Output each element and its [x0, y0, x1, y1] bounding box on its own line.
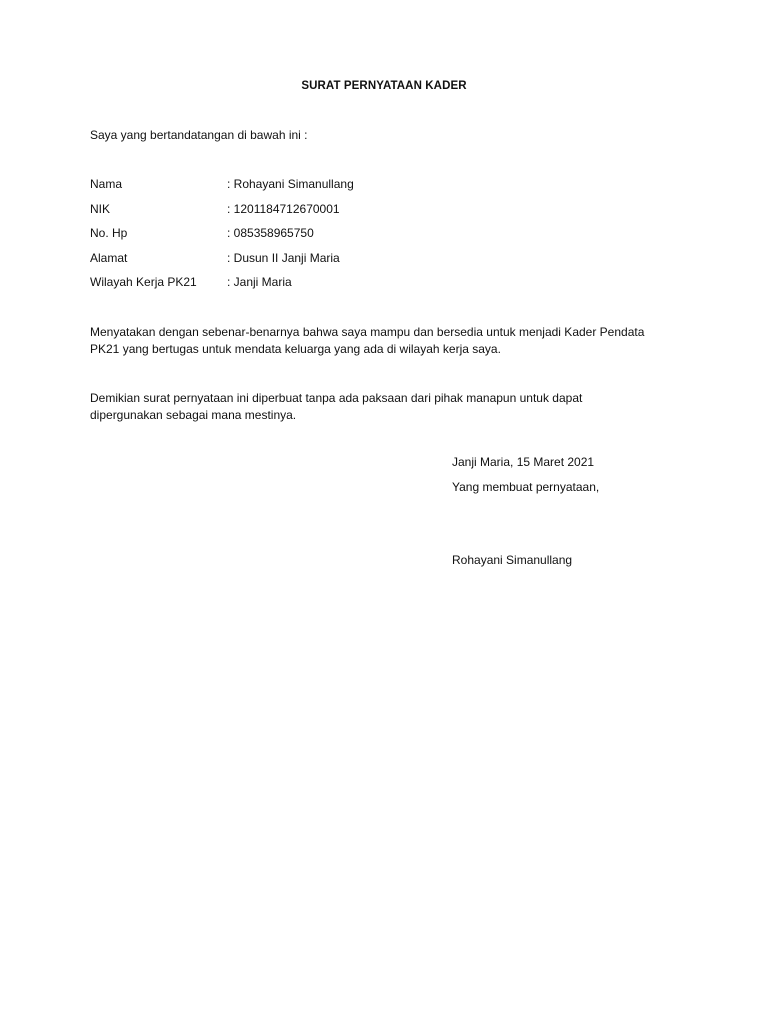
- field-label: NIK: [90, 202, 111, 216]
- field-value: : Janji Maria: [227, 275, 292, 289]
- closing-line-2: dipergunakan sebagai mana mestinya.: [90, 408, 297, 422]
- field-no-hp: [90, 226, 650, 242]
- field-label: No. Hp: [90, 226, 128, 240]
- statement-line-1: Menyatakan dengan sebenar-benarnya bahwa saya mampu dan bersedia untuk menjadi Kader Pendata: [90, 325, 645, 339]
- place-date: Janji Maria, 15 Maret 2021: [452, 455, 595, 469]
- signer-name: Rohayani Simanullang: [452, 553, 573, 567]
- statement-paragraph: [90, 324, 690, 358]
- intro-text: Saya yang bertandatangan di bawah ini :: [90, 128, 308, 142]
- field-value: : Rohayani Simanullang: [227, 177, 354, 191]
- field-alamat: [90, 251, 650, 267]
- field-label: Wilayah Kerja PK21: [90, 275, 197, 289]
- signer-caption: Yang membuat pernyataan,: [452, 480, 600, 494]
- closing-paragraph: [90, 390, 690, 424]
- field-nama: [90, 177, 650, 193]
- closing-line-1: Demikian surat pernyataan ini diperbuat tanpa ada paksaan dari pihak manapun untuk dapat: [90, 391, 583, 405]
- field-label: Nama: [90, 177, 123, 191]
- field-wilayah-kerja: [90, 275, 650, 291]
- field-value: : Dusun II Janji Maria: [227, 251, 340, 265]
- field-label: Alamat: [90, 251, 128, 265]
- statement-line-2: PK21 yang bertugas untuk mendata keluarga yang ada di wilayah kerja saya.: [90, 342, 501, 356]
- field-value: : 1201184712670001: [227, 202, 340, 216]
- document-title: SURAT PERNYATAAN KADER: [301, 80, 467, 92]
- field-value: : 085358965750: [227, 226, 314, 240]
- field-nik: [90, 202, 650, 218]
